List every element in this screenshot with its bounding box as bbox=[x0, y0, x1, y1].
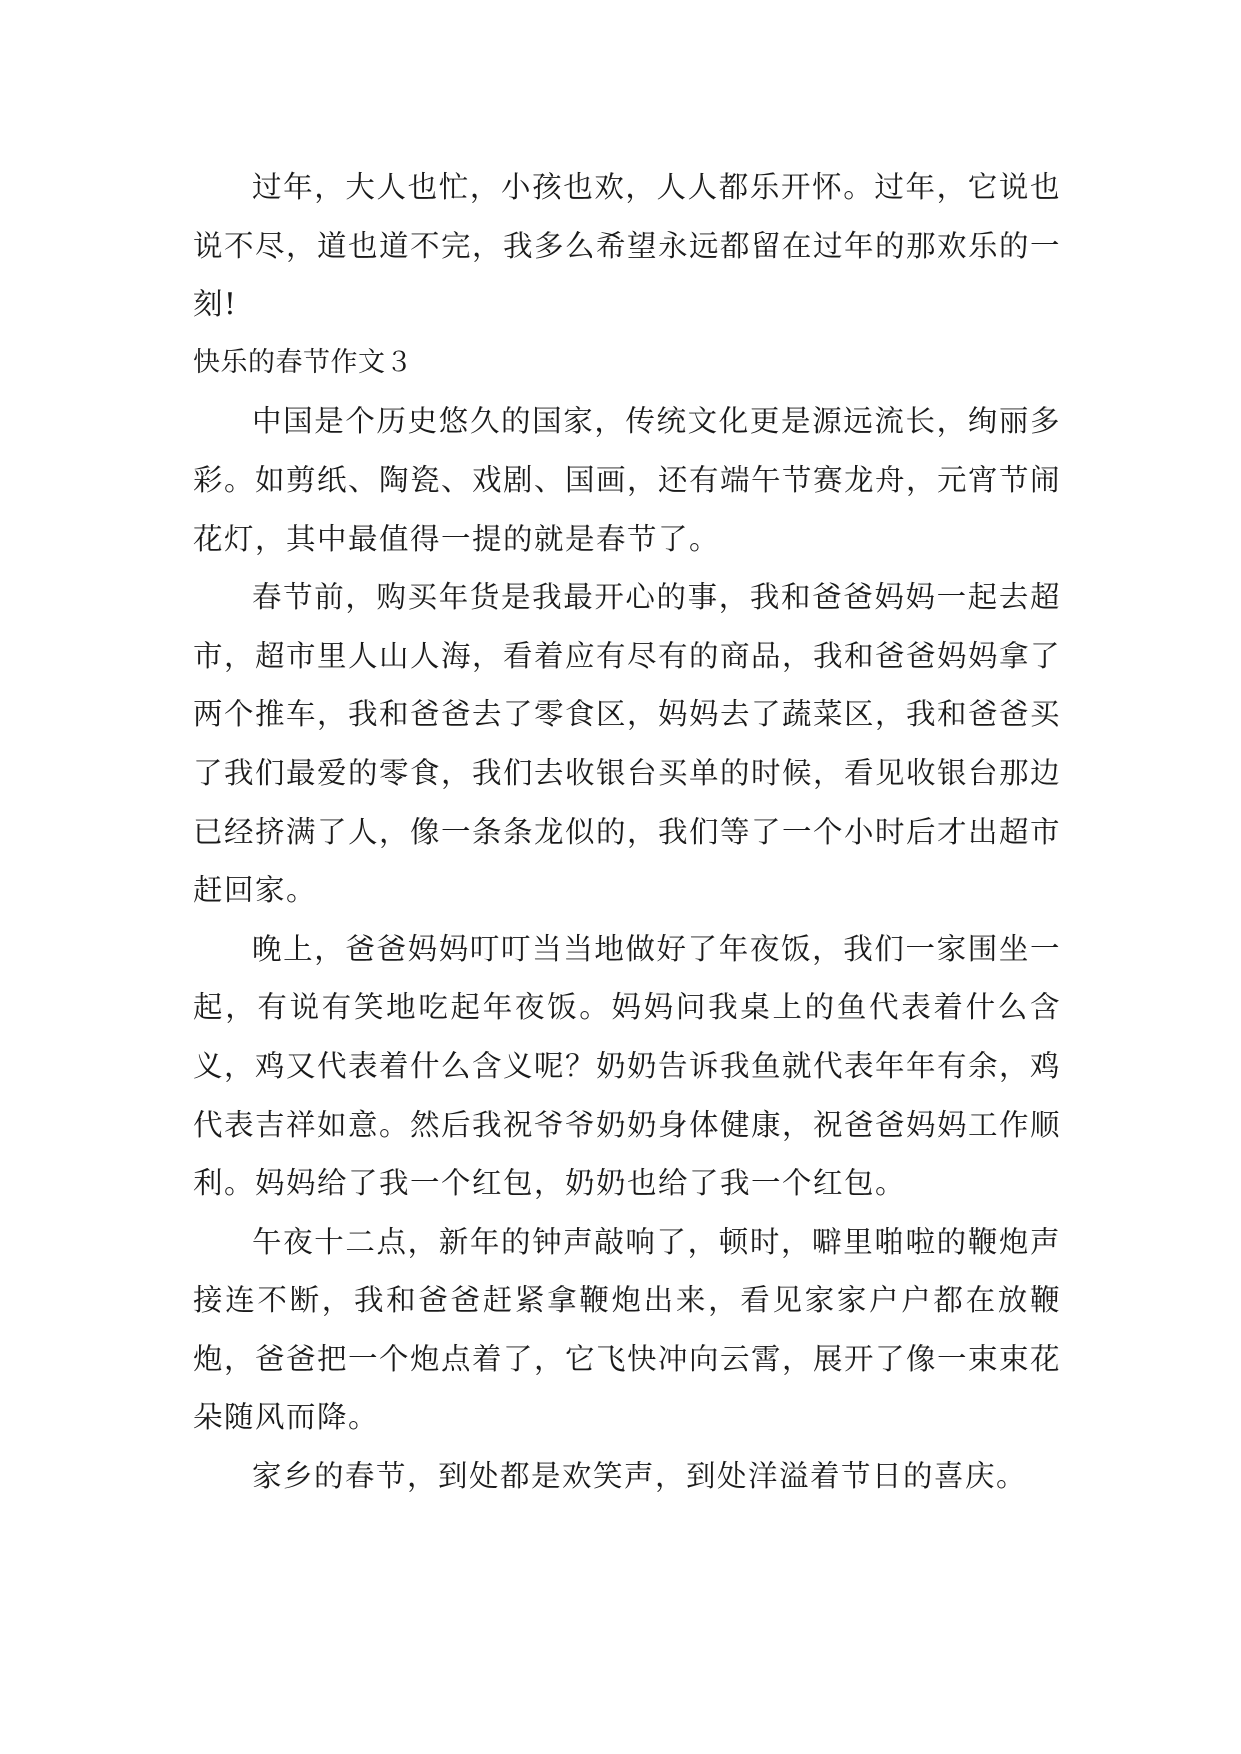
paragraph-closing-previous-essay: 过年，大人也忙，小孩也欢，人人都乐开怀。过年，它说也说不尽，道也道不完，我多么希望永远都留在过年的那欢乐的一刻! bbox=[193, 170, 1062, 322]
paragraph-4: 午夜十二点，新年的钟声敲响了，顿时，噼里啪啦的鞭炮声接连不断，我和爸爸赶紧拿鞭炮出来，看见家家户户都在放鞭炮，爸爸把一个炮点着了，它飞快冲向云霄，展开了像一束束花朵随风而降。 bbox=[193, 1224, 1062, 1435]
document-body bbox=[193, 158, 1061, 1506]
paragraph-3: 晚上，爸爸妈妈叮叮当当地做好了年夜饭，我们一家围坐一起，有说有笑地吃起年夜饭。妈妈问我桌上的鱼代表着什么含义，鸡又代表着什么含义呢？奶奶告诉我鱼就代表年年有余，鸡代表吉祥如意。然后我祝爷爷奶奶身体健康，祝爸爸妈妈工作顺利。妈妈给了我一个红包，奶奶也给了我一个红包。 bbox=[193, 931, 1062, 1201]
paragraph-5: 家乡的春节，到处都是欢笑声，到处洋溢着节日的喜庆。 bbox=[252, 1459, 1028, 1494]
paragraph-1: 中国是个历史悠久的国家，传统文化更是源远流长，绚丽多彩。如剪纸、陶瓷、戏剧、国画，还有端午节赛龙舟，元宵节闹花灯，其中最值得一提的就是春节了。 bbox=[193, 404, 1062, 556]
section-title: 快乐的春节作文３ bbox=[193, 346, 413, 378]
paragraph-2: 春节前，购买年货是我最开心的事，我和爸爸妈妈一起去超市，超市里人山人海，看着应有尽有的商品，我和爸爸妈妈拿了两个推车，我和爸爸去了零食区，妈妈去了蔬菜区，我和爸爸买了我们最爱的零食，我们去收银台买单的时候，看见收银台那边已经挤满了人，像一条条龙似的，我们等了一个小时后才出超市赶回家。 bbox=[193, 580, 1062, 908]
